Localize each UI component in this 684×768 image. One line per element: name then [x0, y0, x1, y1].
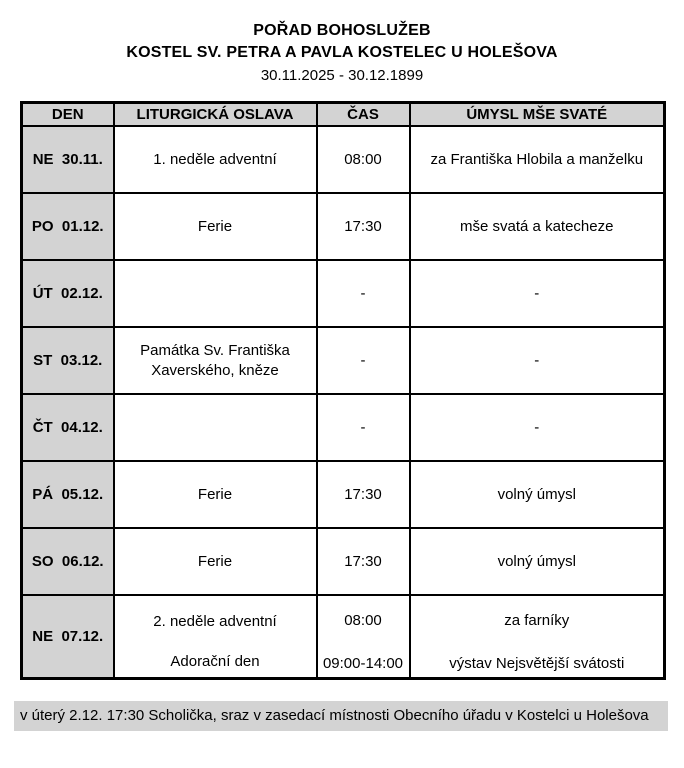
column-header-umysl-mse-svate: ÚMYSL MŠE SVATÉ: [410, 103, 665, 127]
day-cell: ČT 04.12.: [22, 394, 114, 461]
celebration-cell: [114, 260, 317, 327]
intention-cell: za Františka Hlobila a manželku: [410, 126, 665, 193]
day-cell: PÁ 05.12.: [22, 461, 114, 528]
column-header-liturgicka-oslava: LITURGICKÁ OSLAVA: [114, 103, 317, 127]
date-range: 30.11.2025 - 30.12.1899: [260, 67, 424, 84]
table-row: [22, 461, 665, 528]
time-cell: -: [317, 260, 410, 327]
celebration-cell: Ferie: [114, 193, 317, 260]
time-cell: 17:30: [317, 461, 410, 528]
day-cell: PO 01.12.: [22, 193, 114, 260]
table-body: [22, 126, 665, 678]
intention-cell-line2: výstav Nejsvětější svátosti: [449, 654, 625, 672]
table-row: [22, 260, 665, 327]
schedule-table: [20, 101, 666, 680]
table-row: [22, 126, 665, 193]
intention-cell: mše svatá a katecheze: [410, 193, 665, 260]
celebration-cell: Ferie: [114, 461, 317, 528]
celebration-cell: Ferie: [114, 528, 317, 595]
day-cell: NE 30.11.: [22, 126, 114, 193]
day-cell: ÚT 02.12.: [22, 260, 114, 327]
column-header-cas: ČAS: [317, 103, 410, 127]
table-row: [22, 327, 665, 394]
day-cell: SO 06.12.: [22, 528, 114, 595]
header-row: [22, 103, 665, 127]
intention-cell: -: [410, 394, 665, 461]
celebration-cell-line2: Adorační den: [170, 652, 260, 670]
table-row: [22, 193, 665, 260]
page-title: POŘAD BOHOSLUŽEB: [253, 22, 431, 39]
celebration-cell: [114, 595, 317, 678]
celebration-cell: 1. neděle adventní: [114, 126, 317, 193]
footer-note: v úterý 2.12. 17:30 Scholička, sraz v zasedací místnosti Obecního úřadu v Kostelci u Holešova: [14, 701, 668, 731]
document-header: [0, 0, 684, 86]
day-cell: ST 03.12.: [22, 327, 114, 394]
church-name: KOSTEL SV. PETRA A PAVLA KOSTELEC U HOLEŠOVA: [126, 44, 558, 61]
time-cell: 08:00: [317, 126, 410, 193]
intention-cell: [410, 595, 665, 678]
day-cell: NE 07.12.: [22, 595, 114, 678]
time-cell: -: [317, 394, 410, 461]
time-cell: -: [317, 327, 410, 394]
time-cell: 17:30: [317, 528, 410, 595]
time-cell-line1: 08:00: [344, 611, 382, 629]
column-header-den: DEN: [22, 103, 114, 127]
intention-cell: -: [410, 260, 665, 327]
time-cell-line2: 09:00-14:00: [322, 654, 404, 672]
table-row: [22, 528, 665, 595]
time-cell: 17:30: [317, 193, 410, 260]
table-row: [22, 595, 665, 678]
time-cell: [317, 595, 410, 678]
celebration-cell: Památka Sv. Františka Xaverského, kněze: [114, 327, 317, 394]
intention-cell: volný úmysl: [410, 461, 665, 528]
celebration-cell: [114, 394, 317, 461]
intention-cell: volný úmysl: [410, 528, 665, 595]
intention-cell: -: [410, 327, 665, 394]
intention-cell-line1: za farníky: [504, 611, 570, 629]
table-row: [22, 394, 665, 461]
celebration-cell-line1: 2. neděle adventní: [153, 612, 277, 630]
